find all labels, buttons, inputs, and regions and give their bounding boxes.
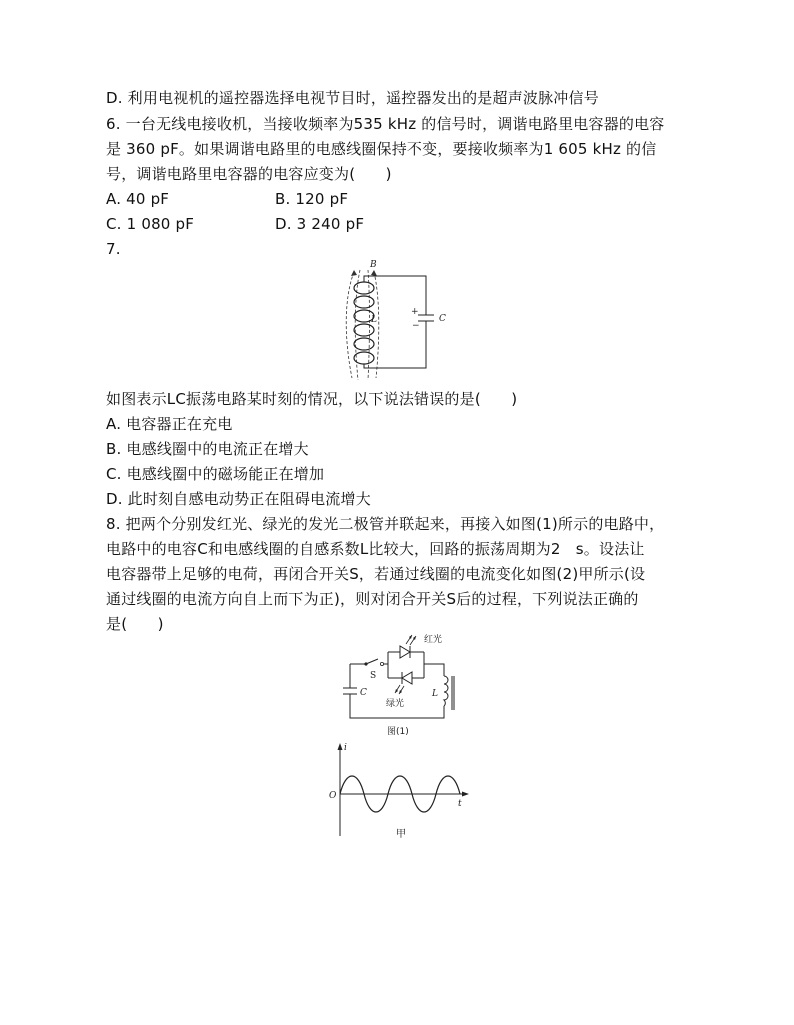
- q7-number: 7.: [106, 240, 121, 258]
- q7-option-a: A. 电容器正在充电: [106, 415, 233, 433]
- field-label-b: B: [370, 260, 377, 270]
- y-axis-label-i: i: [344, 743, 347, 753]
- q5-option-d: D. 利用电视机的遥控器选择电视节目时，遥控器发出的是超声波脉冲信号: [106, 89, 599, 107]
- capacitor-label-c: C: [439, 314, 446, 324]
- q6-stem-line1: 6. 一台无线电接收机，当接收频率为535 kHz 的信号时，调谐电路里电容器的电容: [106, 115, 665, 133]
- green-light-label: 绿光: [386, 699, 405, 709]
- red-led-icon: [400, 635, 416, 658]
- inductor-label-l: L: [371, 315, 377, 325]
- q8-stem-line1: 8. 把两个分别发红光、绿光的发光二极管并联起来，再接入如图(1)所示的电路中，: [106, 515, 665, 533]
- q6-option-b: B. 120 pF: [275, 190, 349, 208]
- y-axis-arrow: [338, 743, 343, 750]
- capacitor-minus-sign: −: [412, 321, 420, 331]
- q7-option-d: D. 此时刻自感电动势正在阻碍电流增大: [106, 490, 371, 508]
- green-led-icon: [395, 672, 412, 694]
- q6-option-c: C. 1 080 pF: [106, 215, 195, 233]
- q8-stem-line2: 电路中的电容C和电感线圈的自感系数L比较大，回路的振荡周期为2 s。设法让: [106, 540, 645, 558]
- capacitor-label-c: C: [360, 688, 367, 698]
- x-axis-label-t: t: [458, 799, 462, 809]
- x-axis-arrow: [462, 792, 469, 797]
- q7-lc-circuit-figure: [340, 258, 460, 386]
- switch-label-s: S: [370, 671, 377, 681]
- q7-option-b: B. 电感线圈中的电流正在增大: [106, 440, 309, 458]
- inductor-label-l: L: [432, 689, 438, 699]
- q6-option-a: A. 40 pF: [106, 190, 170, 208]
- q6-stem-line2: 是 360 pF。如果调谐电路里的电感线圈保持不变，要接收频率为1 605 kHz 的信: [106, 140, 657, 158]
- switch-contact-right: [380, 662, 383, 665]
- capacitor-plus-sign: +: [411, 307, 419, 317]
- q7-option-c: C. 电感线圈中的磁场能正在增加: [106, 465, 325, 483]
- q8-figure1-circuit: [340, 630, 460, 738]
- q8-stem-line5: 是( ): [106, 615, 164, 633]
- q8-stem-line3: 电容器带上足够的电荷，再闭合开关S，若通过线圈的电流变化如图(2)甲所示(设: [106, 565, 646, 583]
- field-arrows: [351, 270, 377, 276]
- origin-label-o: O: [329, 791, 337, 801]
- figure2-caption: 甲: [396, 829, 407, 840]
- q7-stem: 如图表示LC振荡电路某时刻的情况，以下说法错误的是( ): [106, 390, 518, 408]
- figure1-caption: 图(1): [387, 727, 409, 737]
- q6-stem-line3: 号，调谐电路里电容器的电容应变为( ): [106, 165, 392, 183]
- switch-contact-left: [364, 662, 367, 665]
- graph-axes: [340, 746, 466, 836]
- red-light-label: 红光: [424, 635, 443, 645]
- q8-stem-line4: 通过线圈的电流方向自上而下为正)，则对闭合开关S后的过程，下列说法正确的: [106, 590, 639, 608]
- q6-option-d: D. 3 240 pF: [275, 215, 365, 233]
